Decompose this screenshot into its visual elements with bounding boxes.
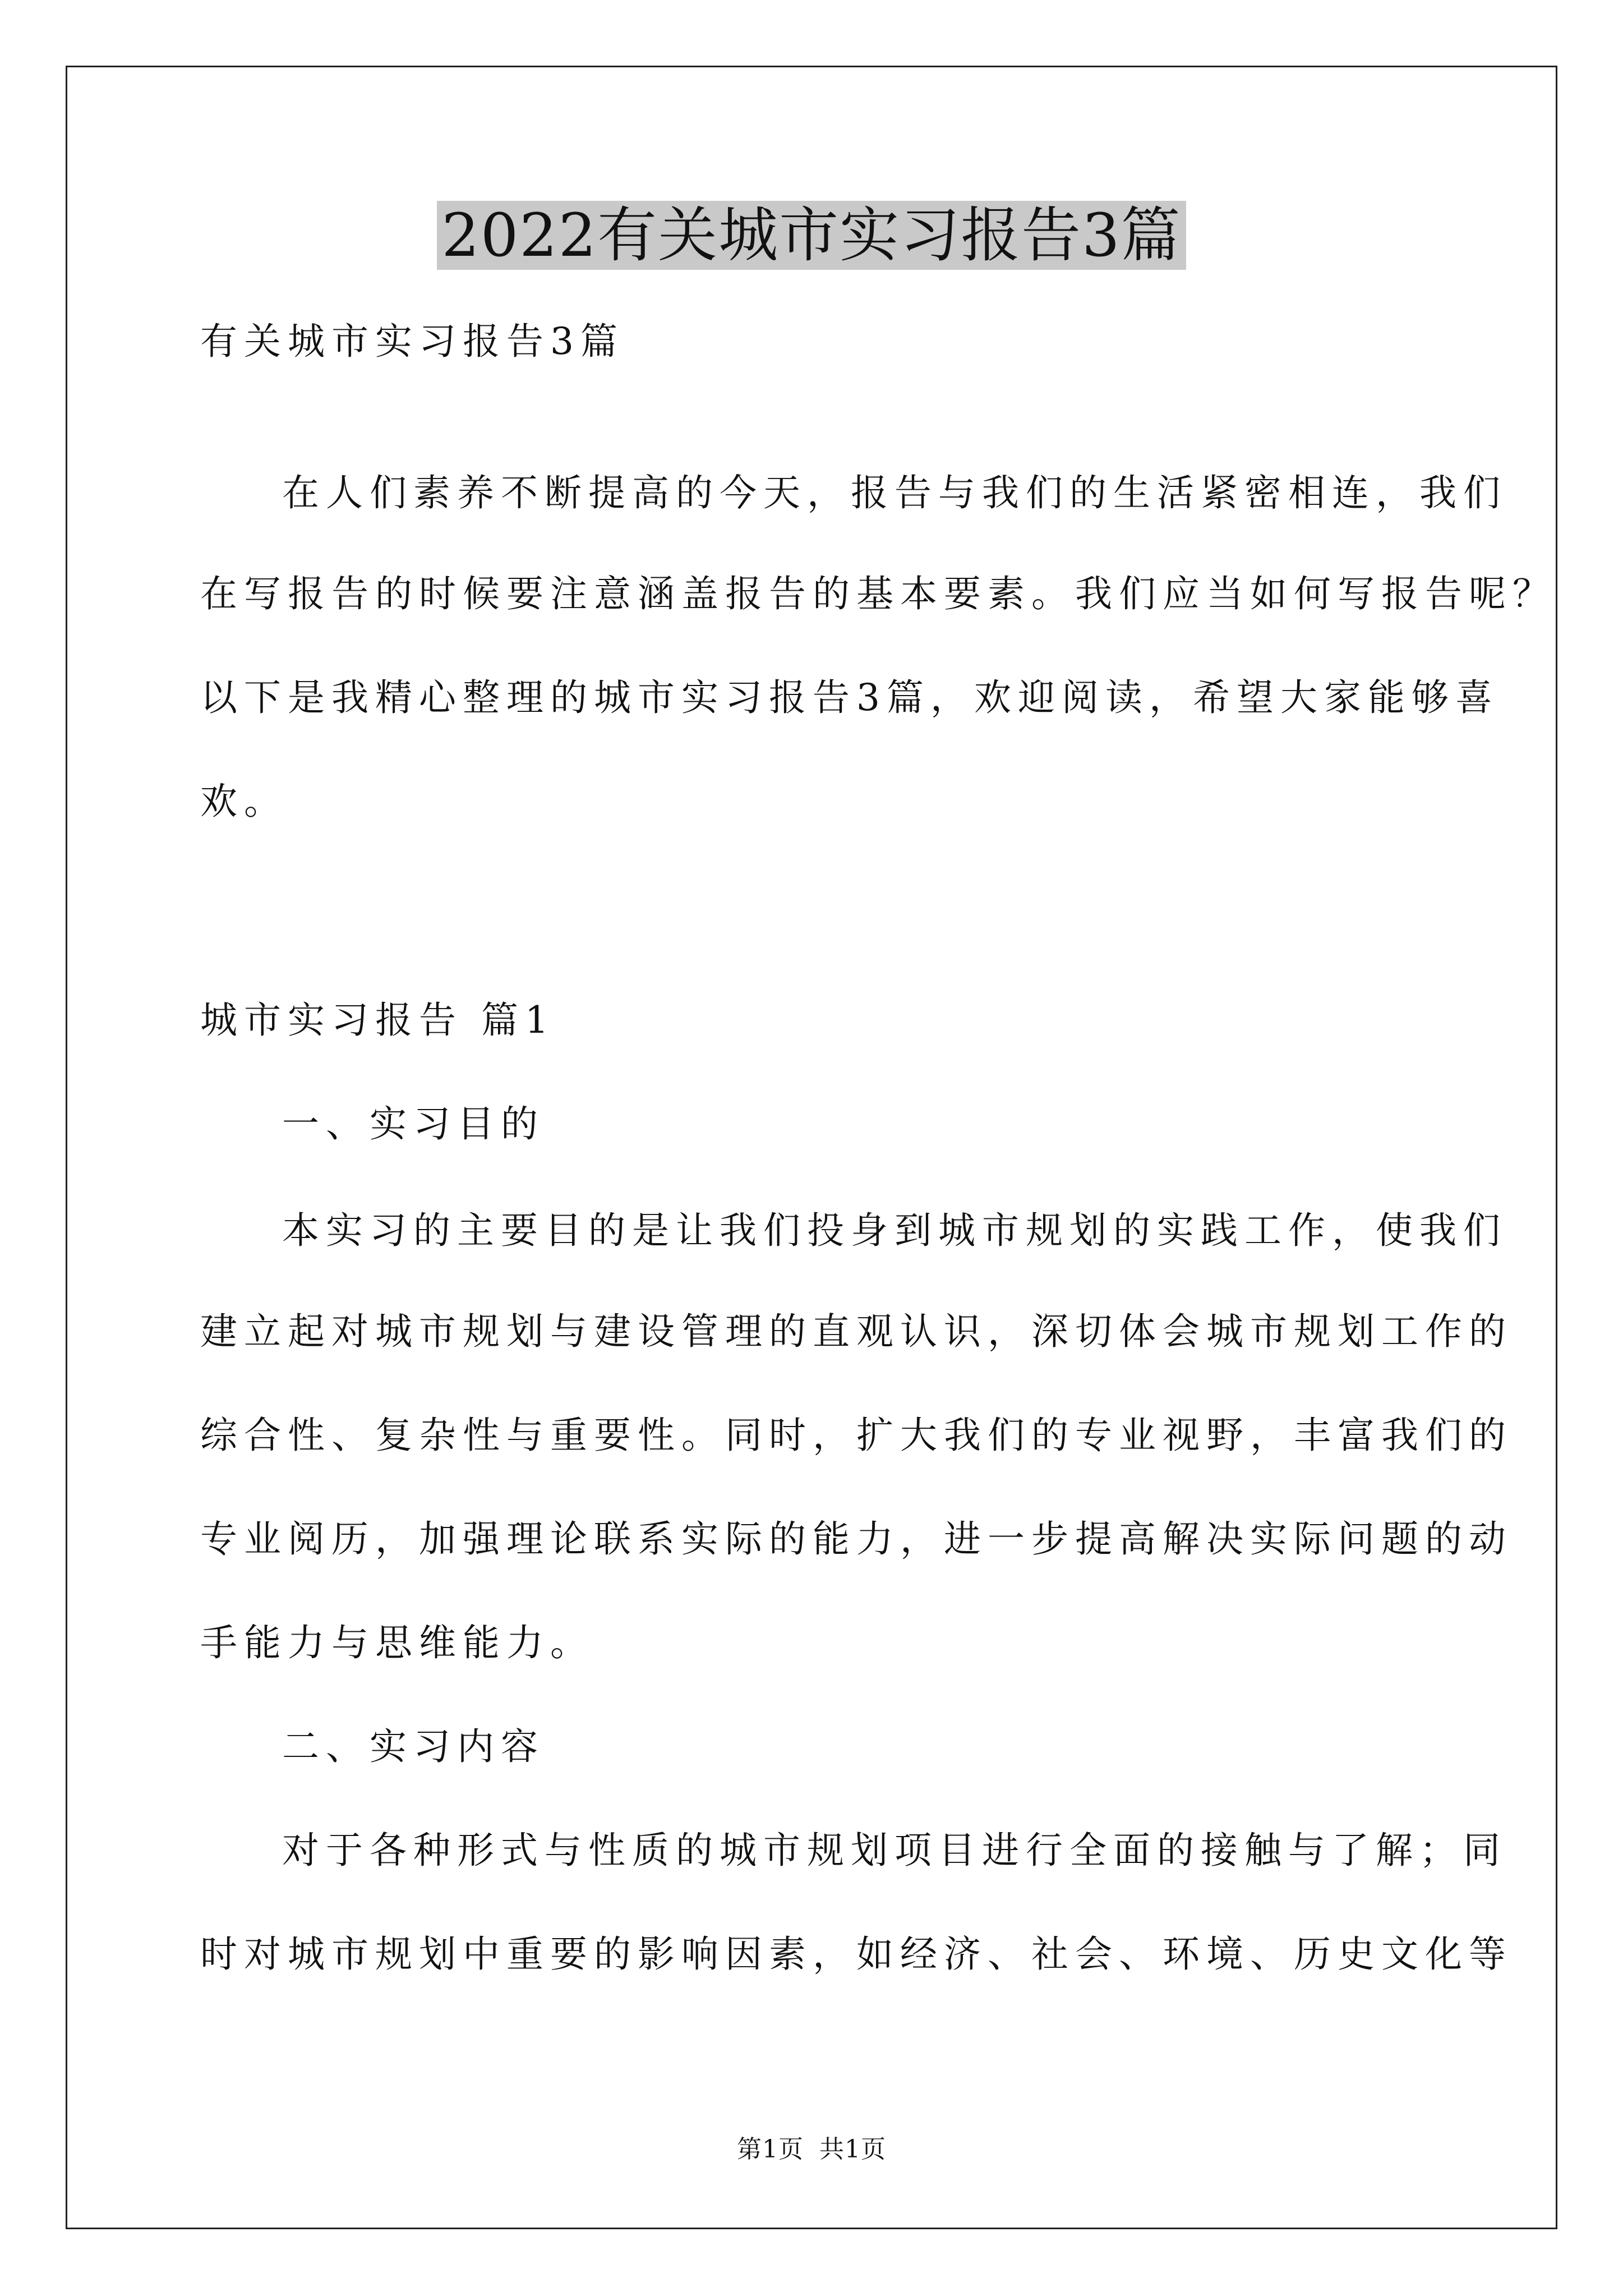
document-title-text: 2022有关城市实习报告3篇 xyxy=(437,201,1186,270)
part1-line-4: 专业阅历，加强理论联系实际的能力，进一步提高解决实际问题的动 xyxy=(200,1517,1513,1561)
part1-line-1: 本实习的主要目的是让我们投身到城市规划的实践工作，使我们 xyxy=(282,1209,1507,1252)
part1-line-3: 综合性、复杂性与重要性。同时，扩大我们的专业视野，丰富我们的 xyxy=(200,1414,1513,1457)
page-border xyxy=(66,66,1557,2229)
page-footer xyxy=(0,2129,1623,2165)
part1-line-2: 建立起对城市规划与建设管理的直观认识，深切体会城市规划工作的 xyxy=(200,1310,1513,1353)
part1-line-5: 手能力与思维能力。 xyxy=(200,1621,594,1664)
part2-heading: 二、实习内容 xyxy=(282,1725,545,1768)
intro-line-4: 欢。 xyxy=(200,780,288,823)
intro-line-1: 在人们素养不断提高的今天，报告与我们的生活紧密相连，我们 xyxy=(282,471,1507,514)
part1-heading: 一、实习目的 xyxy=(282,1102,545,1145)
intro-line-3: 以下是我精心整理的城市实习报告3篇，欢迎阅读，希望大家能够喜 xyxy=(200,676,1499,719)
document-title xyxy=(0,199,1623,272)
subtitle: 有关城市实习报告3篇 xyxy=(200,320,624,363)
page-total: 共1页 xyxy=(819,2135,886,2164)
section-heading: 城市实习报告 篇1 xyxy=(200,999,555,1042)
part2-line-1: 对于各种形式与性质的城市规划项目进行全面的接触与了解；同 xyxy=(282,1829,1507,1872)
page-number: 第1页 xyxy=(737,2135,804,2164)
intro-line-2: 在写报告的时候要注意涵盖报告的基本要素。我们应当如何写报告呢？ xyxy=(200,572,1556,615)
part2-line-2: 时对城市规划中重要的影响因素，如经济、社会、环境、历史文化等 xyxy=(200,1932,1513,1976)
